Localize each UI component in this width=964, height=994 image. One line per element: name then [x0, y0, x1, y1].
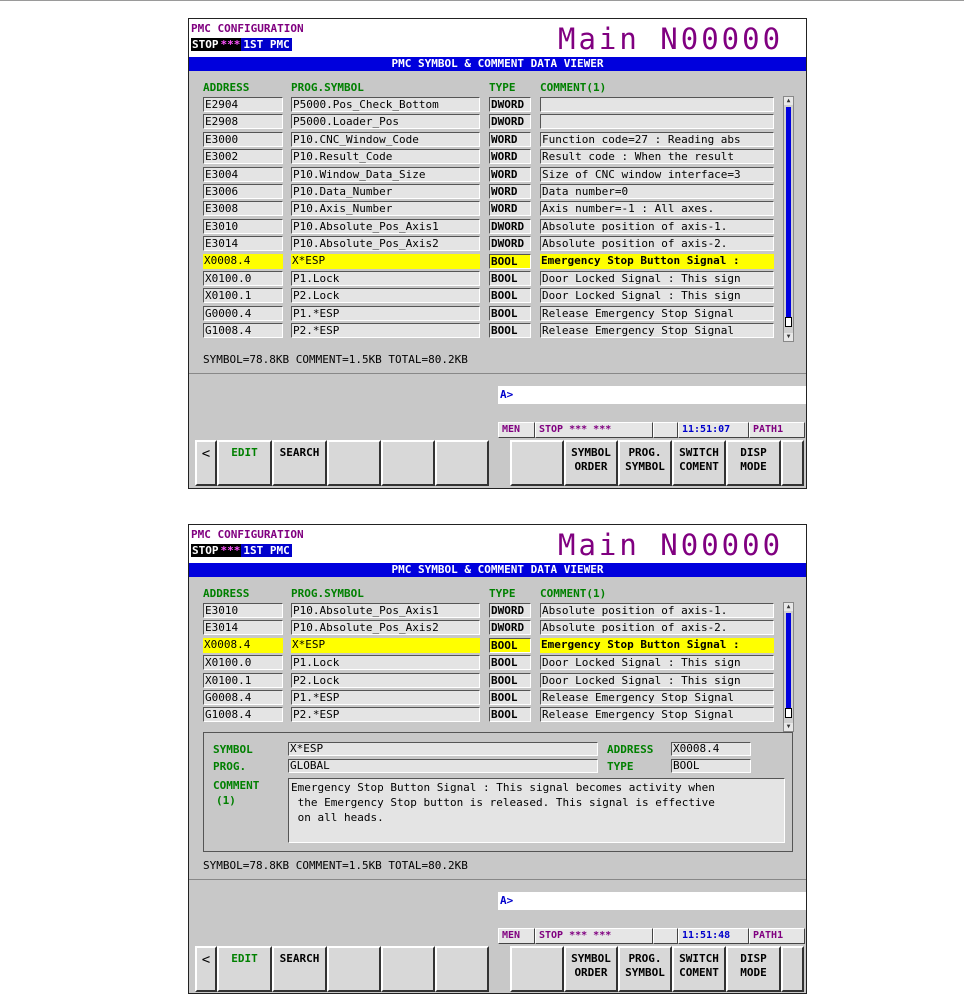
- viewer-banner: PMC SYMBOL & COMMENT DATA VIEWER: [189, 57, 806, 71]
- comment-cell: Door Locked Signal : This sign: [540, 655, 774, 670]
- comment-cell: Result code : When the result: [540, 149, 774, 164]
- type-cell: BOOL: [489, 673, 531, 688]
- scroll-up-icon[interactable]: ▲: [784, 97, 793, 105]
- comment-line: the Emergency Stop button is released. This signal is effective: [291, 796, 715, 809]
- detail-type-value: BOOL: [671, 759, 751, 773]
- address-cell: E3010: [203, 219, 283, 234]
- comment-cell: [540, 97, 774, 112]
- address-cell: G0000.4: [203, 306, 283, 321]
- comment-line: Emergency Stop Button Signal : This signal becomes activity when: [291, 781, 715, 794]
- table-row[interactable]: [203, 619, 775, 636]
- softkey-bar: [195, 946, 804, 993]
- address-cell: X0100.0: [203, 655, 283, 670]
- symbol-cell: P10.Result_Code: [291, 149, 480, 164]
- symbol-cell: P1.*ESP: [291, 690, 480, 705]
- softkey-disp-mode-button[interactable]: DISP MODE: [726, 946, 781, 992]
- type-cell: WORD: [489, 149, 531, 164]
- comment-cell: Axis number=-1 : All axes.: [540, 201, 774, 216]
- address-cell: E3006: [203, 184, 283, 199]
- symbol-cell: P2.*ESP: [291, 707, 480, 722]
- symbol-cell: P1.Lock: [291, 655, 480, 670]
- table-row[interactable]: [203, 183, 775, 200]
- col-header-symbol: PROG.SYMBOL: [291, 81, 364, 94]
- type-cell: DWORD: [489, 620, 531, 635]
- memory-sizes: SYMBOL=78.8KB COMMENT=1.5KB TOTAL=80.2KB: [203, 859, 468, 872]
- softkey-prev-button[interactable]: <: [195, 946, 217, 992]
- table-row[interactable]: [203, 637, 775, 654]
- detail-comment-index: (1): [216, 794, 236, 807]
- table-row[interactable]: [203, 689, 775, 706]
- comment-cell: Release Emergency Stop Signal: [540, 690, 774, 705]
- detail-prog-value: GLOBAL: [288, 759, 598, 773]
- scroll-track[interactable]: [786, 107, 791, 317]
- symbol-cell: P10.Data_Number: [291, 184, 480, 199]
- softkey-edit-button[interactable]: EDIT: [217, 946, 272, 992]
- status-blank: [653, 422, 678, 438]
- symbol-cell: P10.Absolute_Pos_Axis1: [291, 219, 480, 234]
- mode-title: PMC CONFIGURATION: [191, 528, 304, 541]
- symbol-cell: P5000.Loader_Pos: [291, 114, 480, 129]
- address-cell: E3002: [203, 149, 283, 164]
- program-number: Main N00000: [558, 528, 784, 562]
- address-cell: G1008.4: [203, 323, 283, 338]
- status-path: PATH1: [749, 928, 805, 944]
- softkey-edit-button[interactable]: EDIT: [217, 440, 272, 486]
- symbol-cell: X*ESP: [291, 254, 480, 269]
- scroll-track[interactable]: [786, 613, 791, 708]
- softkey-blank-button[interactable]: [381, 946, 435, 992]
- detail-comment-text: [288, 778, 785, 843]
- col-header-address: ADDRESS: [203, 587, 250, 600]
- table-row[interactable]: [203, 654, 775, 671]
- address-cell: E3008: [203, 201, 283, 216]
- comment-cell: Absolute position of axis-1.: [540, 219, 774, 234]
- viewer-banner: PMC SYMBOL & COMMENT DATA VIEWER: [189, 563, 806, 577]
- status-blank: [653, 928, 678, 944]
- type-cell: BOOL: [489, 655, 531, 670]
- scroll-thumb[interactable]: [785, 708, 792, 718]
- comment-cell: Data number=0: [540, 184, 774, 199]
- detail-symbol-label: SYMBOL: [213, 743, 253, 756]
- address-cell: E2908: [203, 114, 283, 129]
- type-cell: BOOL: [489, 323, 531, 338]
- detail-prog-label: PROG.: [213, 760, 247, 773]
- table-row[interactable]: [203, 602, 775, 619]
- softkey-prog-symbol-button[interactable]: PROG. SYMBOL: [618, 440, 672, 486]
- scroll-down-icon[interactable]: ▼: [784, 723, 793, 731]
- type-cell: DWORD: [489, 97, 531, 112]
- softkey-search-button[interactable]: SEARCH: [272, 440, 327, 486]
- comment-cell: Door Locked Signal : This sign: [540, 288, 774, 303]
- table-row[interactable]: [203, 200, 775, 217]
- symbol-cell: P10.CNC_Window_Code: [291, 132, 480, 147]
- status-pmc: 1ST PMC: [243, 38, 290, 51]
- address-cell: G0008.4: [203, 690, 283, 705]
- status-mode: MEN: [498, 422, 535, 438]
- status-pmc: 1ST PMC: [243, 544, 290, 557]
- softkey-blank-button[interactable]: [327, 946, 381, 992]
- scroll-thumb[interactable]: [785, 317, 792, 327]
- comment-cell: Door Locked Signal : This sign: [540, 673, 774, 688]
- comment-cell: Door Locked Signal : This sign: [540, 271, 774, 286]
- address-cell: E3014: [203, 620, 283, 635]
- status-stop: STOP: [192, 38, 219, 51]
- screen-header: [189, 525, 806, 563]
- status-run: STOP *** ***: [535, 422, 653, 438]
- address-cell: G1008.4: [203, 707, 283, 722]
- address-cell: X0008.4: [203, 638, 283, 653]
- address-cell: E3000: [203, 132, 283, 147]
- type-cell: DWORD: [489, 603, 531, 618]
- comment-cell: Emergency Stop Button Signal :: [540, 254, 774, 269]
- vertical-scrollbar[interactable]: [783, 602, 794, 732]
- softkey-bar: [195, 440, 804, 487]
- softkey-symbol-order-button[interactable]: SYMBOL ORDER: [564, 440, 618, 486]
- comment-cell: Absolute position of axis-1.: [540, 603, 774, 618]
- comment-cell: Absolute position of axis-2.: [540, 620, 774, 635]
- cnc-screen-detail-view: [188, 524, 807, 994]
- type-cell: DWORD: [489, 114, 531, 129]
- symbol-cell: P1.Lock: [291, 271, 480, 286]
- comment-cell: [540, 114, 774, 129]
- comment-line: on all heads.: [291, 811, 384, 824]
- address-cell: X0008.4: [203, 254, 283, 269]
- softkey-switch-comment-button[interactable]: SWITCH COMENT: [672, 440, 726, 486]
- memory-sizes: SYMBOL=78.8KB COMMENT=1.5KB TOTAL=80.2KB: [203, 353, 468, 366]
- status-time: 11:51:48: [678, 928, 749, 944]
- softkey-blank-button[interactable]: [381, 440, 435, 486]
- softkey-disp-mode-button[interactable]: DISP MODE: [726, 440, 781, 486]
- detail-panel: [203, 732, 793, 852]
- symbol-cell: P10.Axis_Number: [291, 201, 480, 216]
- address-cell: E3010: [203, 603, 283, 618]
- top-divider: [0, 0, 964, 1]
- symbol-cell: P2.*ESP: [291, 323, 480, 338]
- table-row[interactable]: [203, 270, 775, 287]
- detail-symbol-value: X*ESP: [288, 742, 598, 756]
- address-cell: X0100.1: [203, 673, 283, 688]
- comment-cell: Release Emergency Stop Signal: [540, 707, 774, 722]
- symbol-cell: P5000.Pos_Check_Bottom: [291, 97, 480, 112]
- status-path: PATH1: [749, 422, 805, 438]
- type-cell: WORD: [489, 132, 531, 147]
- softkey-blank-button[interactable]: [510, 946, 564, 992]
- symbol-cell: P2.Lock: [291, 288, 480, 303]
- status-stop: STOP: [192, 544, 219, 557]
- status-bar: [498, 928, 805, 944]
- table-row[interactable]: [203, 305, 775, 322]
- col-header-type: TYPE: [489, 587, 516, 600]
- table-row[interactable]: [203, 235, 775, 252]
- table-row[interactable]: [203, 706, 775, 723]
- symbol-cell: P2.Lock: [291, 673, 480, 688]
- table-row[interactable]: [203, 253, 775, 270]
- softkey-prev-button[interactable]: <: [195, 440, 217, 486]
- detail-comment-label: COMMENT: [213, 779, 260, 792]
- address-cell: E3014: [203, 236, 283, 251]
- table-row[interactable]: [203, 218, 775, 235]
- scroll-up-icon[interactable]: ▲: [784, 603, 793, 611]
- symbol-cell: P10.Absolute_Pos_Axis2: [291, 236, 480, 251]
- detail-address-label: ADDRESS: [607, 743, 654, 756]
- type-cell: BOOL: [489, 690, 531, 705]
- status-time: 11:51:07: [678, 422, 749, 438]
- col-header-symbol: PROG.SYMBOL: [291, 587, 364, 600]
- comment-cell: Release Emergency Stop Signal: [540, 323, 774, 338]
- address-cell: E3004: [203, 167, 283, 182]
- type-cell: DWORD: [489, 236, 531, 251]
- symbol-cell: P1.*ESP: [291, 306, 480, 321]
- divider: [189, 879, 806, 880]
- comment-cell: Size of CNC window interface=3: [540, 167, 774, 182]
- divider: [189, 373, 806, 374]
- table-row[interactable]: [203, 166, 775, 183]
- col-header-type: TYPE: [489, 81, 516, 94]
- address-cell: X0100.0: [203, 271, 283, 286]
- command-line[interactable]: A>: [498, 892, 806, 910]
- type-cell: WORD: [489, 201, 531, 216]
- softkey-blank-button[interactable]: [510, 440, 564, 486]
- type-cell: BOOL: [489, 254, 531, 269]
- comment-cell: Absolute position of axis-2.: [540, 236, 774, 251]
- softkey-blank-button[interactable]: [435, 946, 489, 992]
- comment-cell: Emergency Stop Button Signal :: [540, 638, 774, 653]
- cnc-screen-list-view: [188, 18, 807, 489]
- type-cell: WORD: [489, 184, 531, 199]
- type-cell: BOOL: [489, 707, 531, 722]
- status-mode: MEN: [498, 928, 535, 944]
- type-cell: BOOL: [489, 306, 531, 321]
- table-row[interactable]: [203, 96, 775, 113]
- table-row[interactable]: [203, 131, 775, 148]
- col-header-address: ADDRESS: [203, 81, 250, 94]
- scroll-down-icon[interactable]: ▼: [784, 333, 793, 341]
- softkey-symbol-order-button[interactable]: SYMBOL ORDER: [564, 946, 618, 992]
- col-header-comment: COMMENT(1): [540, 81, 607, 94]
- status-strip: [191, 38, 292, 51]
- type-cell: BOOL: [489, 638, 531, 653]
- col-header-comment: COMMENT(1): [540, 587, 607, 600]
- symbol-cell: X*ESP: [291, 638, 480, 653]
- status-run: STOP *** ***: [535, 928, 653, 944]
- detail-address-value: X0008.4: [671, 742, 751, 756]
- status-asterisks: ***: [220, 544, 241, 557]
- address-cell: E2904: [203, 97, 283, 112]
- table-row[interactable]: [203, 322, 775, 339]
- vertical-scrollbar[interactable]: [783, 96, 794, 342]
- type-cell: DWORD: [489, 219, 531, 234]
- softkey-prog-symbol-button[interactable]: PROG. SYMBOL: [618, 946, 672, 992]
- comment-cell: Function code=27 : Reading abs: [540, 132, 774, 147]
- symbol-cell: P10.Window_Data_Size: [291, 167, 480, 182]
- table-row[interactable]: [203, 148, 775, 165]
- mode-title: PMC CONFIGURATION: [191, 22, 304, 35]
- screen-header: [189, 19, 806, 57]
- softkey-next-button[interactable]: [781, 946, 804, 992]
- softkey-blank-button[interactable]: [327, 440, 381, 486]
- address-cell: X0100.1: [203, 288, 283, 303]
- symbol-cell: P10.Absolute_Pos_Axis1: [291, 603, 480, 618]
- softkey-switch-comment-button[interactable]: SWITCH COMENT: [672, 946, 726, 992]
- table-row[interactable]: [203, 287, 775, 304]
- type-cell: WORD: [489, 167, 531, 182]
- comment-cell: Release Emergency Stop Signal: [540, 306, 774, 321]
- table-row[interactable]: [203, 113, 775, 130]
- command-line[interactable]: A>: [498, 386, 806, 404]
- type-cell: BOOL: [489, 271, 531, 286]
- symbol-cell: P10.Absolute_Pos_Axis2: [291, 620, 480, 635]
- status-asterisks: ***: [220, 38, 241, 51]
- status-bar: [498, 422, 805, 438]
- program-number: Main N00000: [558, 22, 784, 56]
- detail-type-label: TYPE: [607, 760, 634, 773]
- softkey-blank-button[interactable]: [435, 440, 489, 486]
- softkey-search-button[interactable]: SEARCH: [272, 946, 327, 992]
- status-strip: [191, 544, 292, 557]
- type-cell: BOOL: [489, 288, 531, 303]
- softkey-next-button[interactable]: [781, 440, 804, 486]
- table-row[interactable]: [203, 672, 775, 689]
